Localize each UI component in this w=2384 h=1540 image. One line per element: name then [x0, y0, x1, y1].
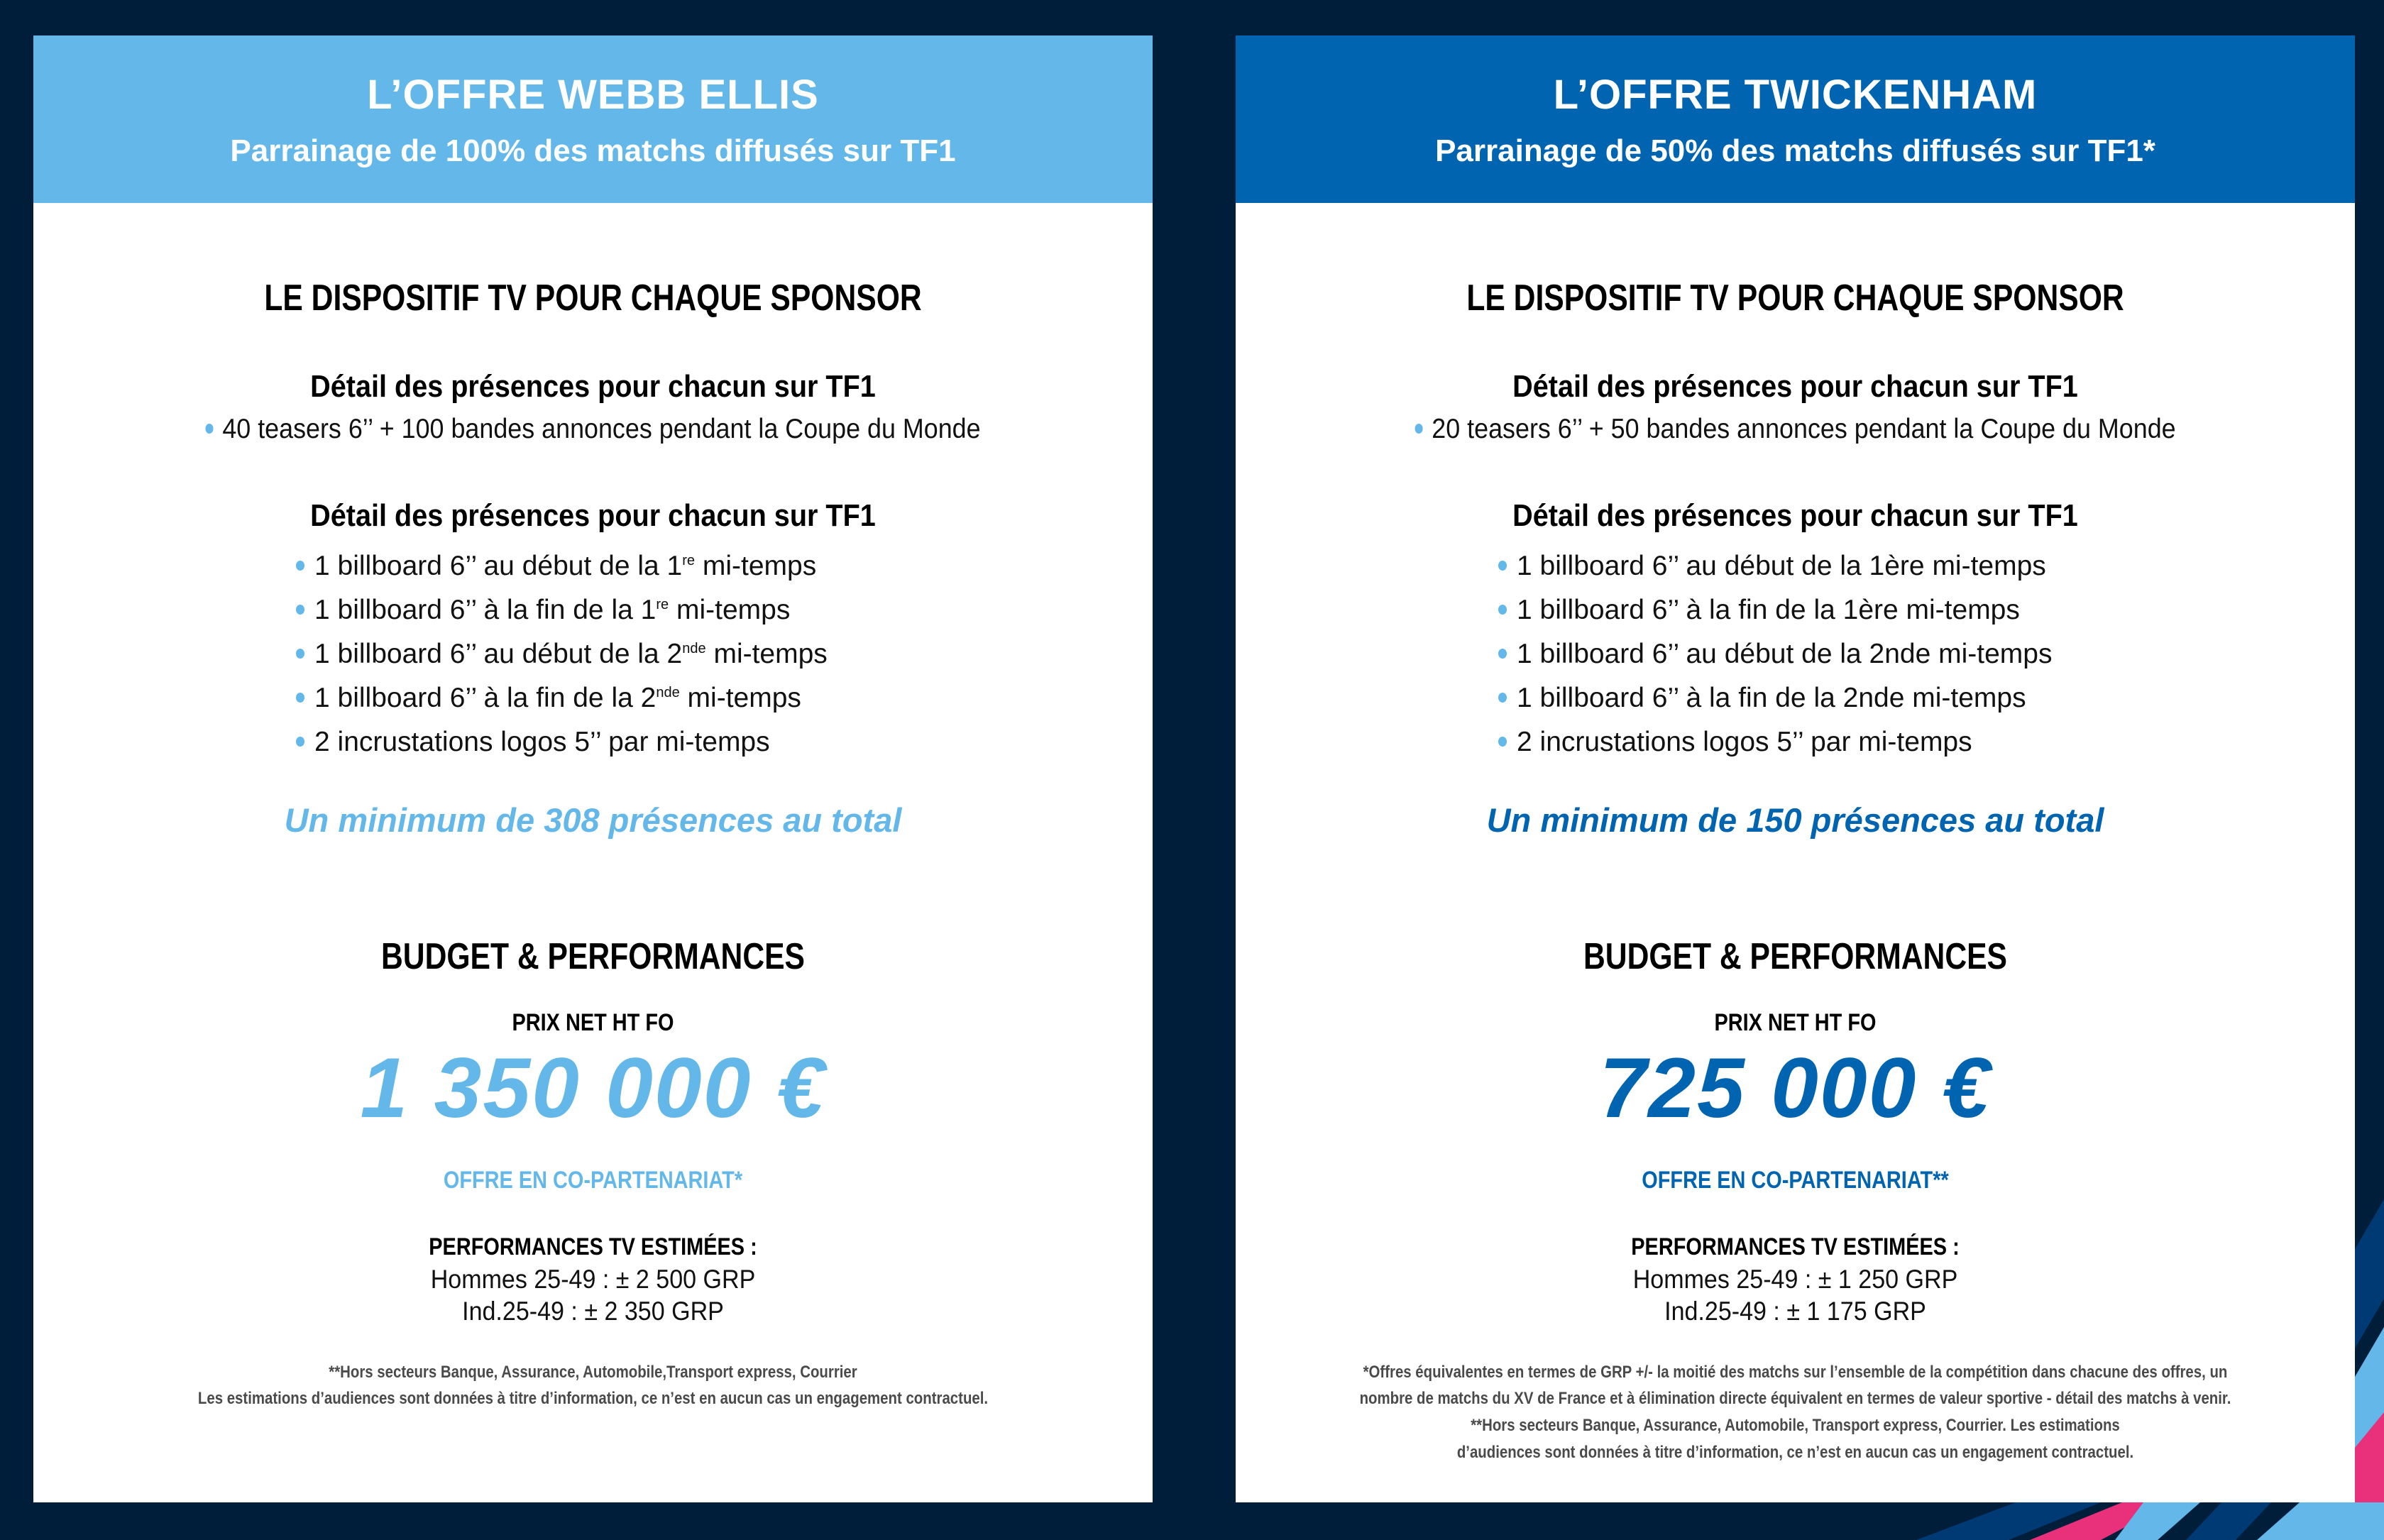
bullet-icon	[296, 693, 304, 703]
price-label: PRIX NET HT FO	[1714, 1009, 1877, 1036]
list-item	[296, 639, 828, 670]
bullet-icon	[296, 561, 304, 571]
item-text: 1 billboard 6’’ à la fin de la 1ère mi-temps	[1517, 595, 2020, 625]
detail-heading-1: Détail des présences pour chacun sur TF1	[310, 369, 876, 404]
footnote-line: **Hors secteurs Banque, Assurance, Automobile, Transport express, Courrier. Les estimations	[1471, 1416, 2120, 1435]
bullet-icon	[1498, 605, 1507, 615]
list-item	[1498, 639, 2052, 670]
bullet-icon	[1498, 561, 1507, 571]
item-sup: re	[656, 597, 669, 612]
item-text-end: mi-temps	[695, 551, 817, 581]
perf-ind: Ind.25-49 : ± 2 350 GRP	[462, 1297, 724, 1326]
budget-title: BUDGET & PERFORMANCES	[381, 936, 805, 977]
perf-title: PERFORMANCES TV ESTIMÉES :	[1631, 1233, 1960, 1260]
item-text: 1 billboard 6’’ à la fin de la 2	[314, 683, 657, 713]
item-text: 2 incrustations logos 5’’ par mi-temps	[1517, 727, 1972, 757]
bullet-icon	[1415, 424, 1422, 434]
offer-header	[33, 35, 1153, 203]
section-title: LE DISPOSITIF TV POUR CHAQUE SPONSOR	[264, 277, 922, 319]
item-text: 2 incrustations logos 5’’ par mi-temps	[314, 727, 770, 757]
offer-card-twickenham	[1236, 35, 2355, 1502]
list-item	[1498, 595, 2020, 626]
budget-title: BUDGET & PERFORMANCES	[1583, 936, 2007, 977]
bullet-icon	[205, 424, 213, 434]
footnote-line: nombre de matchs du XV de France et à élimination directe équivalent en termes de valeur sportive - détail des matchs à venir.	[1359, 1389, 2231, 1408]
list-item	[296, 683, 801, 714]
list-item	[1498, 683, 2026, 714]
teasers-text: 40 teasers 6’’ + 100 bandes annonces pendant la Coupe du Monde	[222, 414, 981, 444]
list-item	[296, 595, 790, 626]
item-sup: nde	[682, 641, 706, 656]
footnote-line: *Offres équivalentes en termes de GRP +/- la moitié des matchs sur l’ensemble de la compétition dans chacune des offres, un	[1363, 1363, 2228, 1382]
item-text-end: mi-temps	[705, 639, 828, 669]
perf-men: Hommes 25-49 : ± 2 500 GRP	[430, 1265, 756, 1294]
item-text: 1 billboard 6’’ à la fin de la 1	[314, 595, 657, 625]
price-value: 1 350 000 €	[360, 1040, 826, 1135]
list-item	[296, 727, 770, 758]
list-item	[1498, 727, 1972, 758]
offer-header	[1236, 35, 2355, 203]
teasers-text: 20 teasers 6’’ + 50 bandes annonces pendant la Coupe du Monde	[1432, 414, 2176, 444]
item-text: 1 billboard 6’’ au début de la 2nde mi-temps	[1517, 639, 2053, 669]
perf-title: PERFORMANCES TV ESTIMÉES :	[429, 1233, 757, 1260]
bullet-icon	[296, 649, 304, 659]
item-text: 1 billboard 6’’ au début de la 1ère mi-temps	[1517, 551, 2046, 581]
minimum-presences: Un minimum de 308 présences au total	[284, 801, 902, 839]
item-text-end: mi-temps	[679, 683, 801, 713]
teasers-line	[78, 414, 1108, 445]
minimum-presences: Un minimum de 150 présences au total	[1486, 801, 2104, 839]
item-text: 1 billboard 6’’ au début de la 2	[314, 639, 683, 669]
bullet-icon	[1498, 737, 1507, 747]
footnote-line: **Hors secteurs Banque, Assurance, Automobile,Transport express, Courrier	[329, 1363, 857, 1382]
price-label: PRIX NET HT FO	[512, 1009, 674, 1036]
list-item	[296, 551, 816, 582]
detail-heading-2: Détail des présences pour chacun sur TF1	[1512, 498, 2078, 533]
teasers-line	[1280, 414, 2310, 445]
footnote-line: Les estimations d’audiences sont données à titre d’information, ce n’est en aucun cas un engagement contractuel.	[197, 1389, 989, 1408]
detail-heading-2: Détail des présences pour chacun sur TF1	[310, 498, 876, 533]
bullet-icon	[296, 737, 304, 747]
price-value: 725 000 €	[1599, 1040, 1992, 1135]
section-title: LE DISPOSITIF TV POUR CHAQUE SPONSOR	[1466, 277, 2124, 319]
offer-card-webb-ellis	[33, 35, 1153, 1502]
perf-men: Hommes 25-49 : ± 1 250 GRP	[1632, 1265, 1958, 1294]
partnership-note: OFFRE EN CO-PARTENARIAT**	[1642, 1167, 1949, 1194]
item-text: 1 billboard 6’’ au début de la 1	[314, 551, 683, 581]
offer-title: L’OFFRE TWICKENHAM	[1553, 72, 2038, 118]
bullet-icon	[1498, 693, 1507, 703]
detail-heading-1: Détail des présences pour chacun sur TF1	[1512, 369, 2078, 404]
footnote-line: d’audiences sont données à titre d’information, ce n’est en aucun cas un engagement contractuel.	[1456, 1443, 2134, 1462]
item-text-end: mi-temps	[669, 595, 791, 625]
offer-title: L’OFFRE WEBB ELLIS	[367, 72, 819, 118]
offer-subtitle: Parrainage de 50% des matchs diffusés sur TF1*	[1435, 133, 2155, 168]
partnership-note: OFFRE EN CO-PARTENARIAT*	[443, 1167, 743, 1194]
item-sup: re	[682, 553, 696, 568]
list-item	[1498, 551, 2046, 582]
offer-subtitle: Parrainage de 100% des matchs diffusés sur TF1	[230, 133, 956, 168]
perf-ind: Ind.25-49 : ± 1 175 GRP	[1664, 1297, 1926, 1326]
item-text: 1 billboard 6’’ à la fin de la 2nde mi-temps	[1517, 683, 2026, 713]
bullet-icon	[1498, 649, 1507, 659]
item-sup: nde	[656, 685, 680, 700]
bullet-icon	[296, 605, 304, 615]
